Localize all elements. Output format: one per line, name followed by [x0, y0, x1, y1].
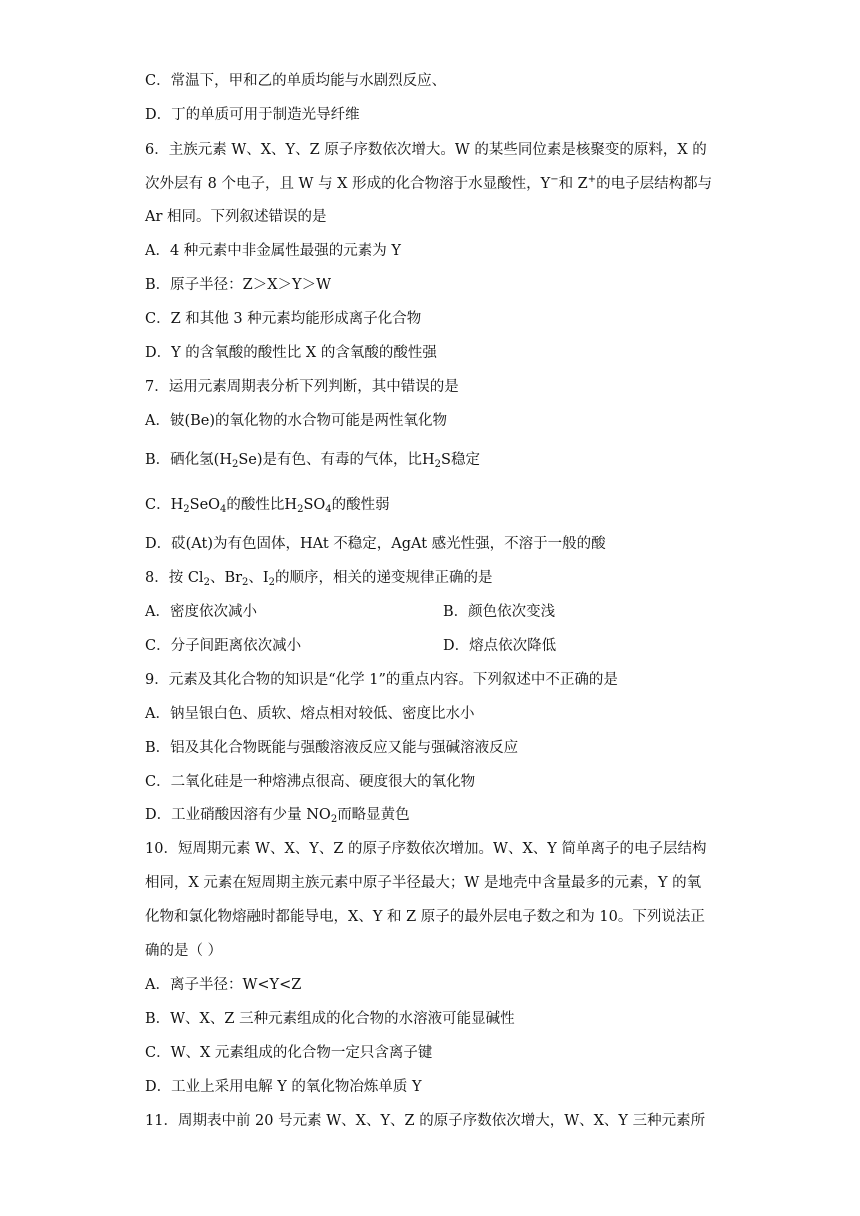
q9-option-c: C．二氧化硅是一种熔沸点很高、硬度很大的氧化物	[145, 774, 476, 790]
q7-option-d: D．砹(At)为有色固体，HAt 不稳定，AgAt 感光性强，不溶于一般的酸	[145, 536, 606, 552]
q8-option-b: B．颜色依次变浅	[443, 604, 556, 620]
q10-stem-line-3: 化物和氯化物熔融时都能导电，X、Y 和 Z 原子的最外层电子数之和为 10。下列说法正	[145, 909, 705, 925]
q9-stem: 9．元素及其化合物的知识是“化学 1”的重点内容。下列叙述中不正确的是	[145, 672, 618, 688]
q5-option-d: D．丁的单质可用于制造光导纤维	[145, 107, 360, 123]
q6-stem-line-2: 次外层有 8 个电子，且 W 与 X 形成的化合物溶于水显酸性，Y−和 Z+的电子层结构都与	[145, 174, 713, 192]
q7-stem: 7．运用元素周期表分析下列判断，其中错误的是	[145, 379, 459, 395]
q9-option-b: B．铝及其化合物既能与强酸溶液反应又能与强碱溶液反应	[145, 740, 519, 756]
q7-option-b: B．硒化氢$(H_2Se)$是有色、有毒的气体，比$H_2S$稳定	[145, 452, 480, 470]
q10-stem-line-2: 相同，X 元素在短周期主族元素中原子半径最大；W 是地壳中含量最多的元素，Y 的氧	[145, 875, 702, 891]
q10-stem-line-1: 10．短周期元素 W、X、Y、Z 的原子序数依次增加。W、X、Y 简单离子的电子层结构	[145, 841, 707, 857]
q5-option-c: C．常温下，甲和乙的单质均能与水剧烈反应、	[145, 73, 447, 89]
q9-option-a: A．钠呈银白色、质软、熔点相对较低、密度比水小	[145, 706, 475, 722]
q6-stem-line-1: 6．主族元素 W、X、Y、Z 原子序数依次增大。W 的某些同位素是核聚变的原料，X 的	[145, 142, 707, 158]
q8-option-d: D．熔点依次降低	[443, 638, 557, 654]
q10-option-a: A．离子半径：W<Y<Z	[145, 977, 302, 993]
q7-option-c: C．$H_2SeO_4$的酸性比$H_2SO_4$的酸性弱	[145, 497, 390, 515]
q10-option-d: D．工业上采用电解 Y 的氧化物冶炼单质 Y	[145, 1079, 422, 1095]
q6-option-a: A．4 种元素中非金属性最强的元素为 Y	[145, 243, 401, 259]
q6-stem-line-3: Ar 相同。下列叙述错误的是	[145, 209, 327, 225]
q8-stem: 8．按 $Cl_2$、$Br_2$、$I_2$的顺序，相关的递变规律正确的是	[145, 570, 493, 588]
q6-option-b: B．原子半径：Z＞X＞Y＞W	[145, 277, 332, 293]
q6-option-d: D．Y 的含氧酸的酸性比 X 的含氧酸的酸性强	[145, 345, 437, 361]
q8-option-c: C．分子间距离依次减小	[145, 638, 302, 654]
q11-stem-line-1: 11．周期表中前 20 号元素 W、X、Y、Z 的原子序数依次增大，W、X、Y 三种元素所	[145, 1113, 706, 1129]
q10-option-b: B．W、X、Z 三种元素组成的化合物的水溶液可能显碱性	[145, 1011, 515, 1027]
q8-option-a: A．密度依次减小	[145, 604, 257, 620]
q6-option-c: C．Z 和其他 3 种元素均能形成离子化合物	[145, 311, 422, 327]
q10-stem-line-4: 确的是（ ）	[145, 943, 223, 959]
q7-option-a: A．铍(Be)的氧化物的水合物可能是两性氧化物	[145, 413, 448, 429]
q10-option-c: C．W、X 元素组成的化合物一定只含离子键	[145, 1045, 433, 1061]
q9-option-d: D．工业硝酸因溶有少量 $NO_2$而略显黄色	[145, 807, 410, 825]
